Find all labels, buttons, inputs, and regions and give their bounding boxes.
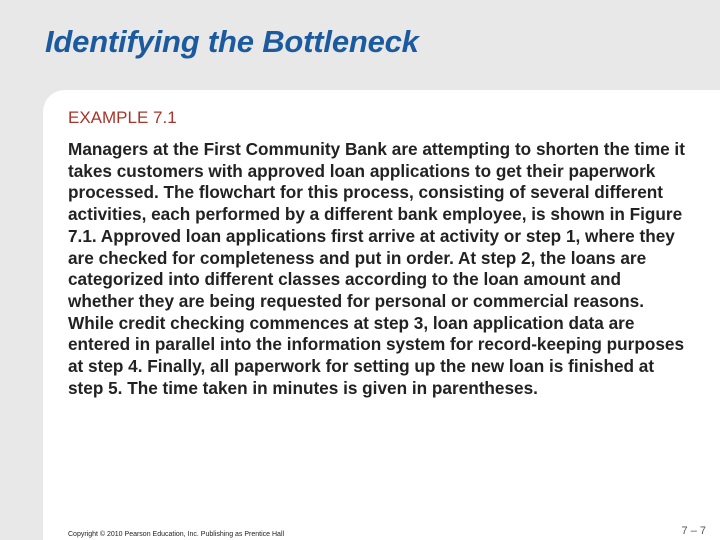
content-panel [43, 90, 720, 540]
slide-title: Identifying the Bottleneck [45, 24, 419, 59]
example-body-text: Managers at the First Community Bank are attempting to shorten the time it takes customers with approved loan applications to get their paperwork processed. The flowchart for this process, consisting of several different activities, each performed by a different bank employee, is shown in Figure 7.1. Approved loan applications first arrive at activity or step 1, where they are checked for completeness and put in order. At step 2, the loans are categorized into different classes according to the loan amount and whether they are being requested for personal or commercial reasons. While credit checking commences at step 3, loan application data are entered in parallel into the information system for record-keeping purposes at step 4. Finally, all paperwork for setting up the new loan is finished at step 5. The time taken in minutes is given in parentheses. [68, 139, 685, 398]
copyright-notice: Copyright © 2010 Pearson Education, Inc. Publishing as Prentice Hall [68, 531, 285, 538]
example-heading: EXAMPLE 7.1 [68, 108, 177, 127]
page-number: 7 – 7 [681, 525, 706, 537]
